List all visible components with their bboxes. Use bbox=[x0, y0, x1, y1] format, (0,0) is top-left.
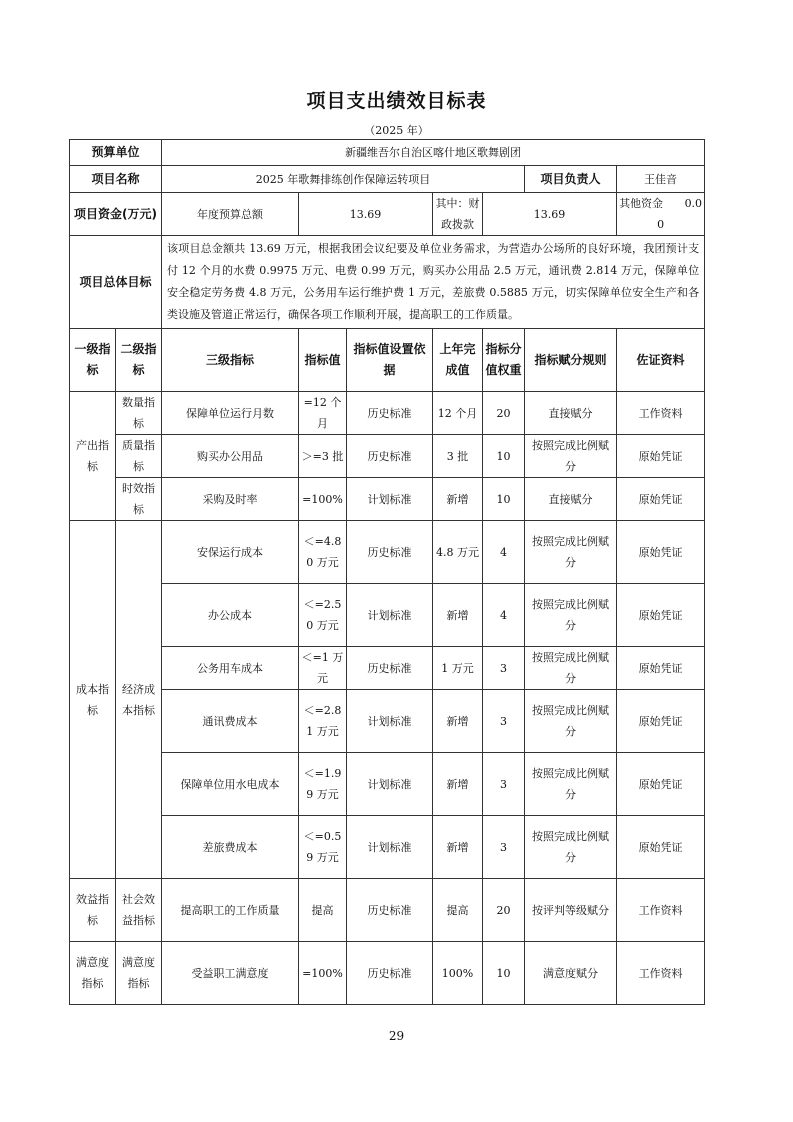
indicator-rule: 按照完成比例赋分 bbox=[525, 435, 617, 478]
indicator-evidence: 工作资料 bbox=[617, 942, 705, 1005]
budget-unit-value: 新疆维吾尔自治区喀什地区歌舞剧团 bbox=[162, 140, 705, 166]
indicator-value: ＜=1 万元 bbox=[299, 647, 347, 690]
indicator-basis: 历史标准 bbox=[347, 647, 433, 690]
indicator-value: 提高 bbox=[299, 879, 347, 942]
indicator-evidence: 原始凭证 bbox=[617, 647, 705, 690]
table-row bbox=[70, 879, 705, 942]
fiscal-label: 其中：财政拨款 bbox=[433, 193, 483, 236]
page-number: 29 bbox=[388, 1029, 405, 1043]
indicator-name: 办公成本 bbox=[162, 584, 299, 647]
budget-unit-row bbox=[70, 140, 705, 166]
indicator-weight: 20 bbox=[483, 879, 525, 942]
header-last-year: 上年完成值 bbox=[433, 329, 483, 392]
indicator-weight: 3 bbox=[483, 753, 525, 816]
table-row bbox=[70, 478, 705, 521]
indicator-basis: 历史标准 bbox=[347, 879, 433, 942]
indicator-name: 差旅费成本 bbox=[162, 816, 299, 879]
table-row bbox=[70, 647, 705, 690]
indicator-name: 受益职工满意度 bbox=[162, 942, 299, 1005]
project-name-value: 2025 年歌舞排练创作保障运转项目 bbox=[162, 166, 525, 193]
indicator-name: 保障单位运行月数 bbox=[162, 392, 299, 435]
indicator-basis: 历史标准 bbox=[347, 942, 433, 1005]
indicator-basis: 计划标准 bbox=[347, 690, 433, 753]
leader-value: 王佳音 bbox=[617, 166, 705, 193]
header-level3: 三级指标 bbox=[162, 329, 299, 392]
table-row bbox=[70, 584, 705, 647]
group-satisfaction: 满意度指标 bbox=[70, 942, 116, 1005]
indicator-weight: 10 bbox=[483, 942, 525, 1005]
goal-row bbox=[70, 236, 705, 329]
other-label: 其他资金 bbox=[619, 197, 664, 210]
indicator-value: =12 个月 bbox=[299, 392, 347, 435]
indicator-last: 3 批 bbox=[433, 435, 483, 478]
indicator-value: =100% bbox=[299, 478, 347, 521]
indicator-rule: 按照完成比例赋分 bbox=[525, 584, 617, 647]
subgroup-quantity: 数量指标 bbox=[116, 392, 162, 435]
indicator-rule: 按照完成比例赋分 bbox=[525, 753, 617, 816]
indicator-weight: 10 bbox=[483, 478, 525, 521]
header-value: 指标值 bbox=[299, 329, 347, 392]
indicator-last: 新增 bbox=[433, 478, 483, 521]
indicator-weight: 10 bbox=[483, 435, 525, 478]
header-row bbox=[70, 329, 705, 392]
group-benefit: 效益指标 bbox=[70, 879, 116, 942]
indicator-rule: 按照完成比例赋分 bbox=[525, 647, 617, 690]
indicator-evidence: 原始凭证 bbox=[617, 816, 705, 879]
indicator-evidence: 原始凭证 bbox=[617, 690, 705, 753]
other-funds bbox=[617, 193, 705, 236]
indicator-weight: 3 bbox=[483, 816, 525, 879]
project-name-label: 项目名称 bbox=[70, 166, 162, 193]
indicator-weight: 4 bbox=[483, 521, 525, 584]
indicator-basis: 计划标准 bbox=[347, 584, 433, 647]
group-output: 产出指标 bbox=[70, 392, 116, 521]
indicator-last: 100% bbox=[433, 942, 483, 1005]
indicator-last: 新增 bbox=[433, 584, 483, 647]
indicator-weight: 4 bbox=[483, 584, 525, 647]
indicator-value: ＜=0.59 万元 bbox=[299, 816, 347, 879]
goal-text: 该项目总金额共 13.69 万元，根据我团会议纪要及单位业务需求，为营造办公场所的良好环境，我团预计支付 12 个月的水费 0.9975 万元、电费 0.99 万元，购买办公用品 2.5 万元，通讯费 2.814 万元，保障单位安全稳定劳务费 4.8 万元，公务用车运行维护费 1 万元，差旅费 0.5885 万元，切实保障单位安全生产和各类设施及管道正常运行，确保各项工作顺利开展，提高职工的工作质量。 bbox=[162, 236, 705, 329]
indicator-weight: 3 bbox=[483, 690, 525, 753]
indicator-evidence: 原始凭证 bbox=[617, 521, 705, 584]
indicator-basis: 历史标准 bbox=[347, 392, 433, 435]
table-row bbox=[70, 392, 705, 435]
table-row bbox=[70, 435, 705, 478]
indicator-evidence: 原始凭证 bbox=[617, 478, 705, 521]
indicator-basis: 历史标准 bbox=[347, 435, 433, 478]
subgroup-quality: 质量指标 bbox=[116, 435, 162, 478]
table-row bbox=[70, 690, 705, 753]
indicator-last: 1 万元 bbox=[433, 647, 483, 690]
indicator-evidence: 工作资料 bbox=[617, 392, 705, 435]
subgroup-economic: 经济成本指标 bbox=[116, 521, 162, 879]
table-row bbox=[70, 942, 705, 1005]
indicator-basis: 计划标准 bbox=[347, 816, 433, 879]
header-weight: 指标分值权重 bbox=[483, 329, 525, 392]
indicator-rule: 按照完成比例赋分 bbox=[525, 816, 617, 879]
header-rule: 指标赋分规则 bbox=[525, 329, 617, 392]
indicator-name: 购买办公用品 bbox=[162, 435, 299, 478]
indicator-last: 新增 bbox=[433, 753, 483, 816]
header-level2: 二级指标 bbox=[116, 329, 162, 392]
indicator-last: 新增 bbox=[433, 816, 483, 879]
project-name-row bbox=[70, 166, 705, 193]
indicator-value: ＜=2.81 万元 bbox=[299, 690, 347, 753]
indicator-evidence: 原始凭证 bbox=[617, 584, 705, 647]
indicator-last: 提高 bbox=[433, 879, 483, 942]
indicator-evidence: 工作资料 bbox=[617, 879, 705, 942]
fiscal-value: 13.69 bbox=[483, 193, 617, 236]
goal-label: 项目总体目标 bbox=[70, 236, 162, 329]
table-row bbox=[70, 816, 705, 879]
year-label: （2025 年） bbox=[364, 124, 429, 137]
indicator-evidence: 原始凭证 bbox=[617, 435, 705, 478]
header-level1: 一级指标 bbox=[70, 329, 116, 392]
indicator-name: 安保运行成本 bbox=[162, 521, 299, 584]
indicator-basis: 计划标准 bbox=[347, 753, 433, 816]
header-evidence: 佐证资料 bbox=[617, 329, 705, 392]
indicator-value: ＜=1.99 万元 bbox=[299, 753, 347, 816]
header-basis: 指标值设置依据 bbox=[347, 329, 433, 392]
indicator-value: ＜=4.80 万元 bbox=[299, 521, 347, 584]
indicator-name: 公务用车成本 bbox=[162, 647, 299, 690]
group-cost: 成本指标 bbox=[70, 521, 116, 879]
other-value: 0.00 bbox=[657, 197, 703, 231]
annual-total-value: 13.69 bbox=[299, 193, 433, 236]
indicator-weight: 3 bbox=[483, 647, 525, 690]
indicator-rule: 按照完成比例赋分 bbox=[525, 521, 617, 584]
subgroup-timeliness: 时效指标 bbox=[116, 478, 162, 521]
indicator-name: 保障单位用水电成本 bbox=[162, 753, 299, 816]
indicator-rule: 直接赋分 bbox=[525, 478, 617, 521]
indicator-value: ＜=2.50 万元 bbox=[299, 584, 347, 647]
funds-label: 项目资金(万元) bbox=[70, 193, 162, 236]
annual-total-label: 年度预算总额 bbox=[162, 193, 299, 236]
indicator-value: =100% bbox=[299, 942, 347, 1005]
indicator-rule: 直接赋分 bbox=[525, 392, 617, 435]
funds-row bbox=[70, 193, 705, 236]
budget-unit-label: 预算单位 bbox=[70, 140, 162, 166]
indicator-rule: 按评判等级赋分 bbox=[525, 879, 617, 942]
performance-table bbox=[69, 139, 705, 1005]
indicator-evidence: 原始凭证 bbox=[617, 753, 705, 816]
indicator-value: ＞=3 批 bbox=[299, 435, 347, 478]
table-row bbox=[70, 521, 705, 584]
indicator-basis: 历史标准 bbox=[347, 521, 433, 584]
subgroup-social: 社会效益指标 bbox=[116, 879, 162, 942]
leader-label: 项目负责人 bbox=[525, 166, 617, 193]
indicator-name: 提高职工的工作质量 bbox=[162, 879, 299, 942]
table-row bbox=[70, 753, 705, 816]
indicator-rule: 满意度赋分 bbox=[525, 942, 617, 1005]
indicator-last: 12 个月 bbox=[433, 392, 483, 435]
page-title: 项目支出绩效目标表 bbox=[306, 90, 487, 112]
subgroup-satisfaction: 满意度指标 bbox=[116, 942, 162, 1005]
indicator-rule: 按照完成比例赋分 bbox=[525, 690, 617, 753]
indicator-basis: 计划标准 bbox=[347, 478, 433, 521]
indicator-last: 新增 bbox=[433, 690, 483, 753]
indicator-last: 4.8 万元 bbox=[433, 521, 483, 584]
indicator-name: 通讯费成本 bbox=[162, 690, 299, 753]
indicator-weight: 20 bbox=[483, 392, 525, 435]
indicator-name: 采购及时率 bbox=[162, 478, 299, 521]
